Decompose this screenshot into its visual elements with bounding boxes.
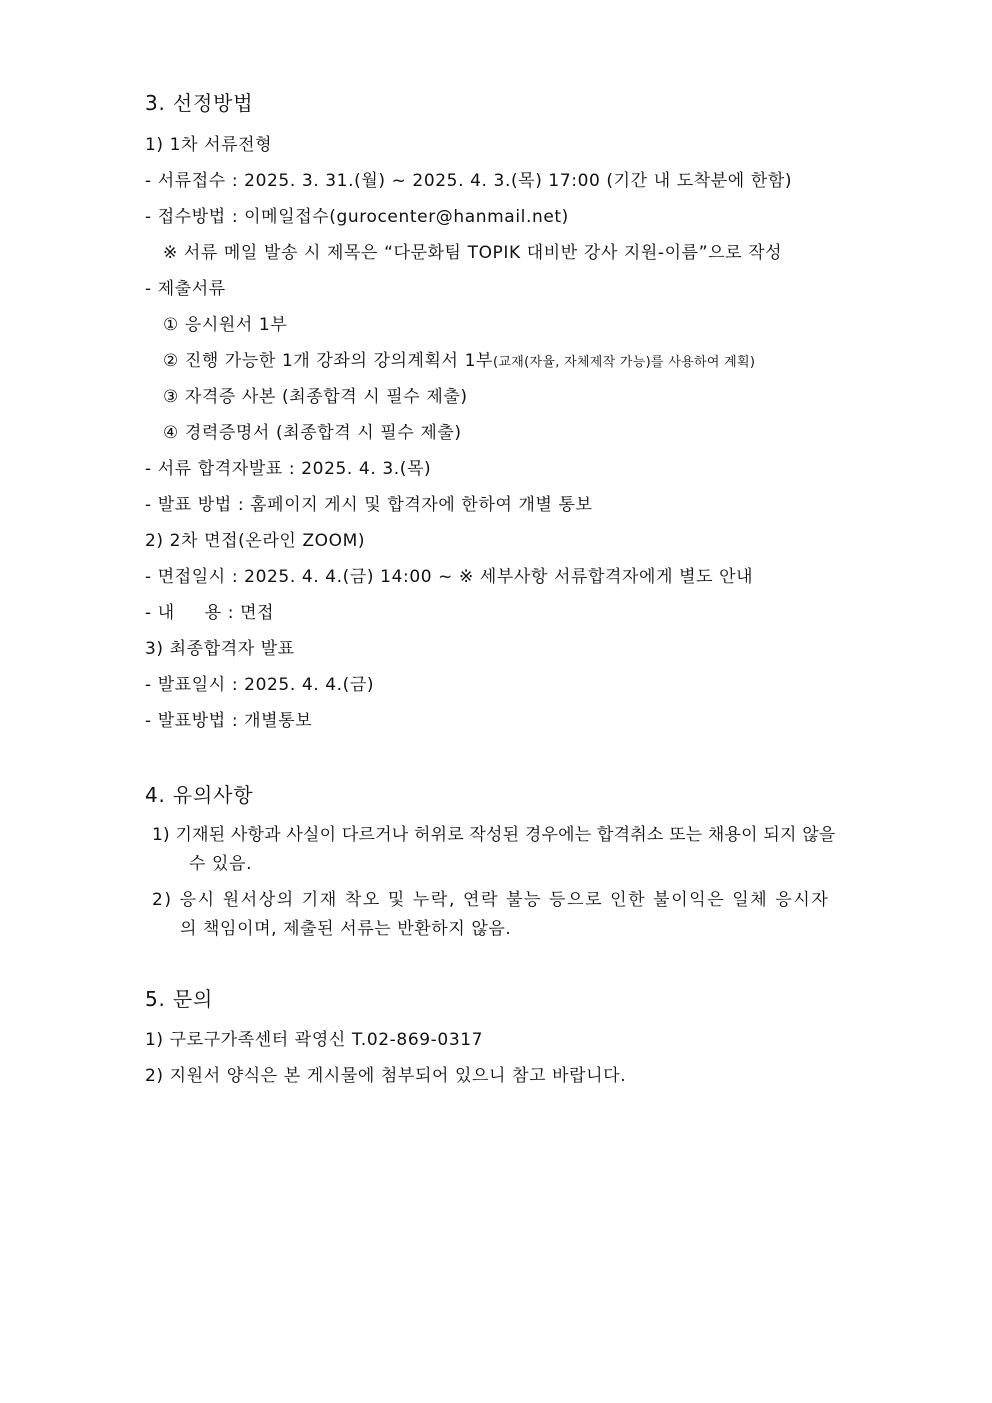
announcement-method-line: - 발표 방법 : 홈페이지 게시 및 합격자에 한하여 개별 통보	[145, 495, 593, 515]
caution-item2-line1: 2) 응시 원서상의 기재 착오 및 누락, 연락 불능 등으로 인한 불이익은 일체 응시자	[152, 890, 830, 910]
doc-item-lecture-plan-text: ② 진행 가능한 1개 강좌의 강의계획서 1부	[163, 351, 494, 371]
caution-item1-line2: 수 있음.	[189, 854, 253, 874]
contact-line: 1) 구로구가족센터 곽영신 T.02-869-0317	[145, 1030, 484, 1050]
subsection-final-announcement: 3) 최종합격자 발표	[145, 639, 295, 659]
section3-heading: 3. 선정방법	[145, 91, 254, 115]
caution-item2-line2: 의 책임이며, 제출된 서류는 반환하지 않음.	[180, 919, 512, 939]
final-date-line: - 발표일시 : 2025. 4. 4.(금)	[145, 675, 375, 695]
document-pass-announcement: - 서류 합격자발표 : 2025. 4. 3.(목)	[145, 459, 432, 479]
final-method-line: - 발표방법 : 개별통보	[145, 711, 313, 731]
doc-item-application: ① 응시원서 1부	[163, 315, 288, 335]
submit-documents-label: - 제출서류	[145, 279, 226, 299]
doc-item-certificate: ③ 자격증 사본 (최종합격 시 필수 제출)	[163, 387, 468, 407]
submission-method-line: - 접수방법 : 이메일접수(gurocenter@hanmail.net)	[145, 207, 569, 227]
doc-item-lecture-plan-note: (교재(자율, 자체제작 가능)를 사용하여 계획)	[493, 355, 756, 370]
interview-date-line: - 면접일시 : 2025. 4. 4.(금) 14:00 ~ ※ 세부사항 서류합격자에게 별도 안내	[145, 567, 754, 587]
section4-heading: 4. 유의사항	[145, 783, 254, 807]
document-receipt-line: - 서류접수 : 2025. 3. 31.(월) ~ 2025. 4. 3.(목) 17:00 (기간 내 도착분에 한함)	[145, 171, 793, 191]
form-attachment-note: 2) 지원서 양식은 본 게시물에 첨부되어 있으니 참고 바랍니다.	[145, 1066, 627, 1086]
caution-item1-line1: 1) 기재된 사항과 사실이 다르거나 허위로 작성된 경우에는 합격취소 또는 채용이 되지 않을	[152, 825, 836, 845]
interview-content-line: - 내 용 : 면접	[145, 603, 275, 623]
section5-heading: 5. 문의	[145, 987, 214, 1011]
subsection-interview: 2) 2차 면접(온라인 ZOOM)	[145, 531, 366, 551]
doc-item-lecture-plan	[163, 350, 755, 374]
email-subject-note: ※ 서류 메일 발송 시 제목은 “다문화팀 TOPIK 대비반 강사 지원-이름”으로 작성	[163, 243, 783, 263]
subsection-document-screening: 1) 1차 서류전형	[145, 135, 273, 155]
doc-item-career: ④ 경력증명서 (최종합격 시 필수 제출)	[163, 423, 462, 443]
